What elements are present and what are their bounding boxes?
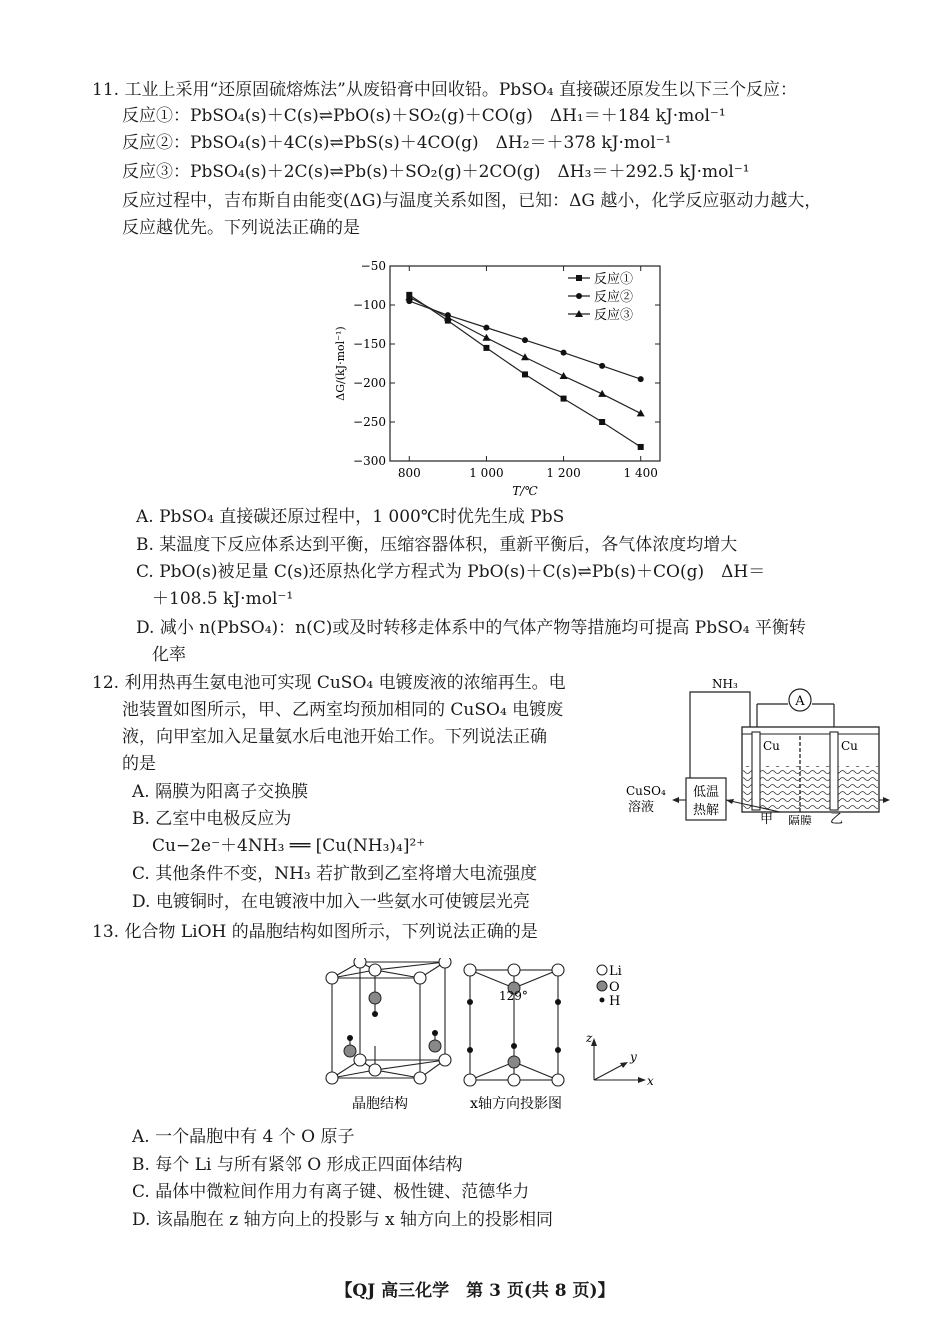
q11-option-c-line2: ＋108.5 kJ·mol⁻¹: [152, 589, 294, 609]
cu-electrode-right: [830, 732, 838, 810]
y-tick-label: −50: [360, 259, 386, 273]
svg-text:Cu: Cu: [841, 739, 858, 753]
battery-diagram: [620, 670, 890, 825]
data-point-series-3: [637, 409, 645, 416]
q12-option-c: C. 其他条件不变，NH₃ 若扩散到乙室将增大电流强度: [132, 864, 538, 884]
svg-text:z: z: [586, 1031, 593, 1045]
svg-text:CuSO₄: CuSO₄: [626, 784, 666, 798]
q11-option-c-line1: C. PbO(s)被足量 C(s)还原热化学方程式为 PbO(s)＋C(s)⇌Pb(s)＋CO(g) ΔH＝: [136, 562, 766, 582]
page-footer: 【QJ 高三化学 第 3 页(共 8 页)】: [335, 1281, 615, 1301]
lioh-crystal-figure: [320, 958, 670, 1123]
x-axis-label: T/℃: [512, 484, 538, 498]
cu-electrode-left: [752, 732, 760, 810]
x-tick-label: 1 000: [469, 466, 504, 480]
q13-stem: 13. 化合物 LiOH 的晶胞结构如图所示，下列说法正确的是: [92, 922, 538, 942]
data-point-series-2: [638, 376, 644, 382]
svg-text:Cu: Cu: [763, 739, 780, 753]
data-point-series-3: [560, 372, 568, 379]
data-point-series-1: [561, 396, 567, 402]
legend-label-2: 反应②: [594, 290, 634, 305]
q12-option-b-equation: Cu−2e⁻＋4NH₃ ══ [Cu(NH₃)₄]²⁺: [152, 836, 426, 856]
q12-stem-line1: 12. 利用热再生氨电池可实现 CuSO₄ 电镀废液的浓缩再生。电: [92, 673, 566, 693]
y-tick-label: −250: [353, 415, 386, 429]
legend-label-3: 反应③: [594, 308, 634, 323]
q12-stem-line4: 的是: [122, 754, 156, 774]
svg-text:y: y: [630, 1050, 637, 1064]
q11-reaction-2: 反应②：PbSO₄(s)＋4C(s)⇌PbS(s)＋4CO(g) ΔH₂＝＋378 kJ·mol⁻¹: [122, 133, 672, 153]
cell-structure-caption: 晶胞结构: [352, 1096, 408, 1112]
q11-option-a: A. PbSO₄ 直接碳还原过程中，1 000℃时优先生成 PbS: [136, 507, 565, 527]
q12-option-a: A. 隔膜为阳离子交换膜: [132, 782, 309, 802]
q11-reaction-3: 反应③：PbSO₄(s)＋2C(s)⇌Pb(s)＋SO₂(g)＋2CO(g) ΔH₃＝＋292.5 kJ·mol⁻¹: [122, 162, 750, 182]
q13-option-c: C. 晶体中微粒间作用力有离子键、极性键、范德华力: [132, 1182, 530, 1202]
data-point-series-2: [483, 325, 489, 331]
q13-option-a: A. 一个晶胞中有 4 个 O 原子: [132, 1127, 355, 1147]
q12-stem-line2: 池装置如图所示，甲、乙两室均预加相同的 CuSO₄ 电镀废: [122, 700, 564, 720]
x-tick-label: 800: [397, 466, 421, 480]
data-point-series-1: [522, 371, 528, 377]
angle-label: 129°: [499, 989, 528, 1003]
svg-text:H: H: [609, 994, 621, 1009]
projection-caption: x轴方向投影图: [470, 1096, 562, 1112]
svg-text:热解: 热解: [692, 803, 720, 818]
data-point-series-1: [483, 345, 489, 351]
svg-text:隔膜: 隔膜: [787, 814, 813, 825]
data-point-series-1: [638, 444, 644, 450]
data-point-series-2: [561, 350, 567, 356]
q11-option-d-line2: 化率: [152, 645, 186, 665]
svg-text:低温: 低温: [692, 785, 720, 800]
q11-stem-line2: 反应过程中，吉布斯自由能变(ΔG)与温度关系如图，已知：ΔG 越小，化学反应驱动力越大，: [122, 191, 822, 211]
legend-li-icon: [597, 965, 607, 975]
svg-text:O: O: [609, 980, 620, 995]
data-point-series-2: [599, 363, 605, 369]
y-tick-label: −150: [353, 337, 386, 351]
legend-h-icon: [600, 998, 605, 1003]
axes-icon: [591, 1038, 646, 1083]
svg-text:乙: 乙: [830, 812, 844, 825]
legend-label-1: 反应①: [594, 272, 634, 287]
q12-option-b: B. 乙室中电极反应为: [132, 809, 292, 829]
q12-option-d: D. 电镀铜时，在电镀液中加入一些氨水可使镀层光亮: [132, 892, 530, 912]
legend-o-icon: [597, 981, 607, 991]
q13-option-b: B. 每个 Li 与所有紧邻 O 形成正四面体结构: [132, 1155, 463, 1175]
q11-option-b: B. 某温度下反应体系达到平衡，压缩容器体积，重新平衡后，各气体浓度均增大: [136, 535, 738, 555]
legend-marker-1: [576, 275, 582, 281]
y-tick-label: −200: [353, 376, 386, 390]
y-tick-label: −100: [353, 298, 386, 312]
q11-reaction-1: 反应①：PbSO₄(s)＋C(s)⇌PbO(s)＋SO₂(g)＋CO(g) ΔH₁＝＋184 kJ·mol⁻¹: [122, 106, 726, 126]
q11-stem-line3: 反应越优先。下列说法正确的是: [122, 218, 360, 238]
y-axis-label: ΔG/(kJ·mol⁻¹): [334, 326, 347, 401]
data-point-series-3: [482, 334, 490, 341]
data-point-series-3: [598, 390, 606, 397]
legend-marker-2: [576, 293, 582, 299]
q11-stem-line1: 11. 工业上采用“还原固硫熔炼法”从废铅膏中回收铅。PbSO₄ 直接碳还原发生以下三个反应：: [92, 80, 797, 100]
data-point-series-2: [522, 337, 528, 343]
svg-text:溶液: 溶液: [628, 800, 655, 815]
y-tick-label: −300: [353, 454, 386, 468]
x-tick-label: 1 400: [623, 466, 658, 480]
q11-option-d-line1: D. 减小 n(PbSO₄)：n(C)或及时转移走体系中的气体产物等措施均可提高 PbSO₄ 平衡转: [136, 618, 806, 638]
svg-text:甲: 甲: [760, 812, 774, 825]
svg-text:Li: Li: [609, 964, 622, 979]
q12-stem-line3: 液，向甲室加入足量氨水后电池开始工作。下列说法正确: [122, 727, 547, 747]
nh3-label: NH₃: [712, 677, 738, 691]
gibbs-energy-chart: [330, 256, 670, 501]
q13-option-d: D. 该晶胞在 z 轴方向上的投影与 x 轴方向上的投影相同: [132, 1210, 553, 1230]
data-point-series-3: [521, 353, 529, 360]
x-tick-label: 1 200: [546, 466, 581, 480]
svg-text:A: A: [795, 694, 805, 709]
svg-text:x: x: [647, 1074, 654, 1088]
data-point-series-1: [599, 419, 605, 425]
